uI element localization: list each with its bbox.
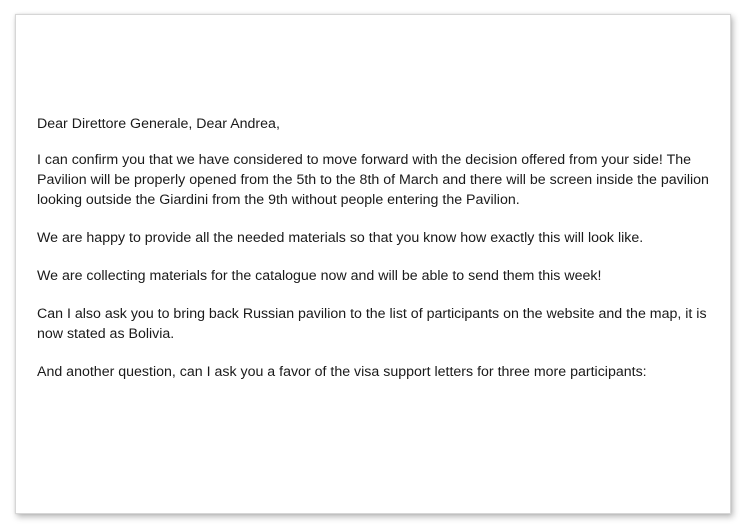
paragraph-materials: We are happy to provide all the needed materials so that you know how exactly this will look like. [37,230,644,246]
letter-page [15,14,731,514]
paragraph-catalogue: We are collecting materials for the catalogue now and will be able to send them this week! [37,268,602,284]
salutation: Dear Direttore Generale, Dear Andrea, [37,116,280,132]
letter-body [37,114,727,400]
paragraph-russian-pavilion: Can I also ask you to bring back Russian pavilion to the list of participants on the website and the map, it is now stated as Bolivia. [37,306,707,342]
paragraph-confirmation: I can confirm you that we have considered to move forward with the decision offered from your side! The Pavilion will be properly opened from the 5th to the 8th of March and there will be screen inside the pavilion looking outside the Giardini from the 9th without people entering the Pavilion. [37,152,709,208]
paragraph-visa-request: And another question, can I ask you a favor of the visa support letters for three more participants: [37,364,647,380]
